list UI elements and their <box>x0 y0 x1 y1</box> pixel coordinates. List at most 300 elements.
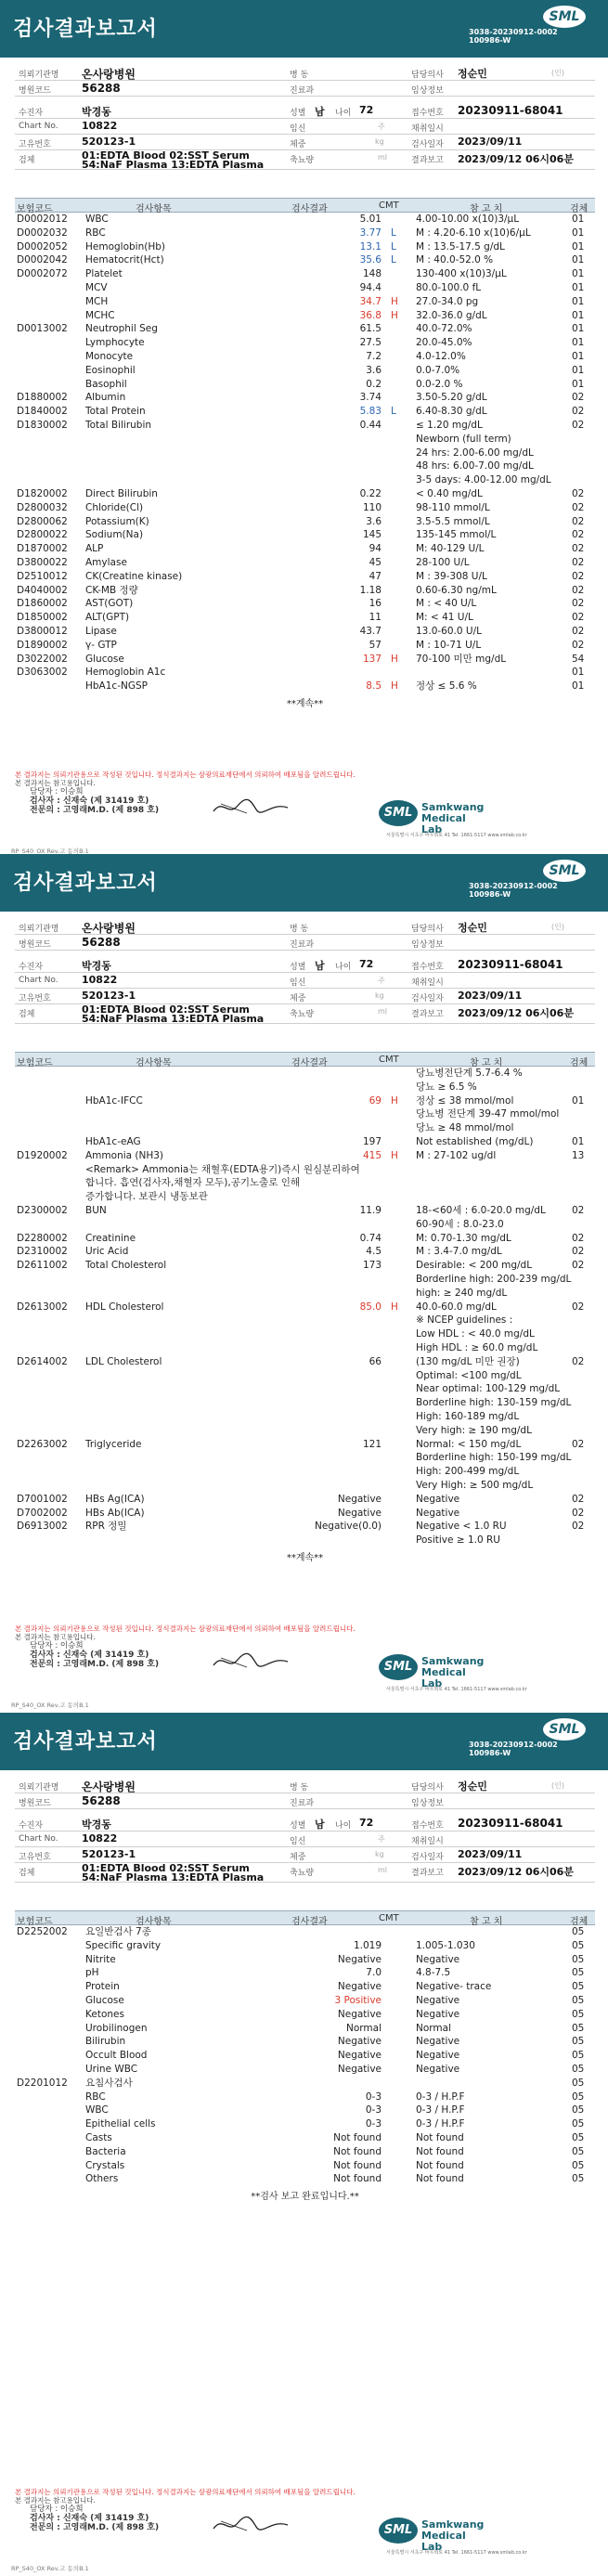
test-name: Neutrophil Seg <box>85 323 158 335</box>
specimen-code: 05 <box>572 2159 585 2171</box>
table-row <box>15 309 595 323</box>
table-row <box>15 1204 595 1218</box>
test-name: HbA1c-eAG <box>85 1135 141 1147</box>
specimen-code: 02 <box>572 501 585 513</box>
table-row <box>15 611 595 625</box>
test-result: Negative <box>337 2008 382 2020</box>
specimen-code: 05 <box>572 2063 585 2075</box>
test-code: D2611002 <box>17 1260 68 1272</box>
test-result: 36.8 <box>359 309 382 321</box>
reference-range: M : 40.0-52.0 % <box>416 254 494 266</box>
continued-marker: **계속** <box>286 698 324 709</box>
table-row <box>15 653 595 667</box>
reference-range: M : 39-308 U/L <box>416 570 487 582</box>
test-code: D1850002 <box>17 612 68 624</box>
specimen-code: 01 <box>572 1094 585 1107</box>
test-code: D1840002 <box>17 406 68 418</box>
reference-range: 정상 ≤ 5.6 % <box>416 680 477 693</box>
specimen-code: 05 <box>572 2118 585 2130</box>
specimen-code: 02 <box>572 406 585 418</box>
test-result: 34.7 <box>359 295 382 307</box>
sml-logo-icon: SML <box>379 800 418 826</box>
specimen-code: 01 <box>572 378 585 390</box>
test-name: γ- GTP <box>85 639 117 651</box>
test-result: Not found <box>333 2173 382 2185</box>
hospital-name: 온사랑병원 <box>82 68 136 81</box>
specimen-code: 02 <box>572 543 585 555</box>
test-result: 1.019 <box>353 1939 382 1951</box>
table-row <box>15 1341 595 1355</box>
reference-range: 24 hrs: 2.00-6.00 mg/dL <box>416 447 534 459</box>
specimen-code: 02 <box>572 1493 585 1505</box>
reference-range: Borderline high: 200-239 mg/dL <box>416 1273 572 1285</box>
test-name: HDL Cholesterol <box>85 1301 164 1313</box>
specimen-code: 05 <box>572 1994 585 2006</box>
specimen-code: 02 <box>572 556 585 568</box>
doc-code: 3038-20230912-0002 100986-W <box>469 1741 558 1757</box>
continued-marker: **계속** <box>286 1552 324 1563</box>
test-result: 110 <box>362 501 382 513</box>
table-row <box>15 1355 595 1369</box>
reference-range: high: ≥ 240 mg/dL <box>416 1287 508 1299</box>
specimen-code: 02 <box>572 1301 585 1313</box>
reference-range: Negative < 1.0 RU <box>416 1521 507 1533</box>
table-row <box>15 2172 595 2186</box>
reference-range: M : 13.5-17.5 g/dL <box>416 240 505 252</box>
reference-range: 32.0-36.0 g/dL <box>416 309 487 321</box>
reference-range: M : 10-71 U/L <box>416 639 482 651</box>
reference-range: ※ NCEP guidelines : <box>416 1314 513 1327</box>
result-flag: L <box>391 254 396 266</box>
test-result: 3.6 <box>366 364 382 376</box>
result-flag: L <box>391 406 396 418</box>
test-name: 요침사검사 <box>85 2077 133 2089</box>
reference-range: (130 mg/dL 미만 권장) <box>416 1355 520 1367</box>
test-code: D1860002 <box>17 598 68 610</box>
table-row <box>15 1953 595 1967</box>
test-code: D2800062 <box>17 515 68 527</box>
specimen-code: 02 <box>572 392 585 404</box>
table-row <box>15 1094 595 1108</box>
test-name: Urine WBC <box>85 2063 138 2075</box>
test-name: 합니다. 흡연(검사자,채혈자 모두),공기노출로 인해 <box>85 1177 301 1189</box>
specimen-code: 02 <box>572 1438 585 1450</box>
specimen-code: 02 <box>572 570 585 582</box>
patient-info: 의뢰기관명 온사랑병원 병 동 담당의사 정순민 (인) 병원코드 56288 진료과 임상정보 수진자 박경동 성별 남 나이 72 접수번호 20230911-68041 Chart No. 10822 임신 주 채취일시 고유번호 520123-1 체중 kg 검사일자 2023/09/11 검체 01:EDTA Blood 02:SST Serum 54:NaF Plasma 13:EDTA Plasma 축뇨량 ml 결과보고 2023/09/12 06시06분 <box>15 919 595 1024</box>
test-name: Total Bilirubin <box>85 419 152 431</box>
test-result: 121 <box>362 1438 382 1450</box>
table-row <box>15 1507 595 1521</box>
table-row <box>15 487 595 501</box>
table-row <box>15 2159 595 2173</box>
reference-range: 80.0-100.0 fL <box>416 281 482 293</box>
reference-range: Optimal: <100 mg/dL <box>416 1369 522 1381</box>
specimen-code: 02 <box>572 1232 585 1244</box>
test-result: 415 <box>362 1149 382 1161</box>
test-result: 5.01 <box>359 214 382 225</box>
test-result: Negative <box>337 1507 382 1519</box>
specimen-code: 05 <box>572 2091 585 2103</box>
specimen-code: 05 <box>572 1939 585 1951</box>
test-name: Creatinine <box>85 1232 136 1244</box>
test-result: 0.44 <box>359 419 382 431</box>
report-header <box>0 0 608 58</box>
test-name: Triglyceride <box>85 1438 142 1450</box>
table-row <box>15 350 595 364</box>
test-result: 3 Positive <box>334 1994 382 2006</box>
reference-range: Newborn (full term) <box>416 433 511 445</box>
specimen-code: 02 <box>572 584 585 596</box>
report-footer: 본 결과지는 의뢰기관용으로 작성된 것입니다. 정식결과지는 삼광의료재단에서 의뢰하여 배포됨을 알려드립니다. 본 결과지는 참고용입니다. 담당자 : 이승희 검사자 : 신재숙 (제 31419 호) 전문의 : 고영래M.D. (제 898 호) SML Samkwang Medical Lab 서울특별시 서초구 바우뫼로 41 Tel. 1661-5117 www.smlab.co.kr RP_S40_OX Rev.고 동의B.1 <box>11 770 527 854</box>
reference-range: 0.60-6.30 ng/mL <box>416 584 497 596</box>
test-result: 8.5 <box>366 680 382 693</box>
table-header: 보험코드 검사항목 검사결과 CMT 참 고 치 검체 <box>15 1910 595 1925</box>
table-row <box>15 419 595 433</box>
doctor-name: 정순민 <box>458 68 487 80</box>
test-result: 94 <box>369 543 382 555</box>
specimen-code: 05 <box>572 2077 585 2089</box>
table-row <box>15 2008 595 2022</box>
reference-range: Normal <box>416 2022 451 2034</box>
test-name: Total Cholesterol <box>85 1260 167 1272</box>
signatures: 담당자 : 이승희 검사자 : 신재숙 (제 31419 호) 전문의 : 고영래M.D. (제 898 호) <box>30 787 160 815</box>
specimen-code: 01 <box>572 254 585 266</box>
table-row <box>15 542 595 556</box>
reference-range: Not found <box>416 2131 464 2143</box>
table-row <box>15 1451 595 1465</box>
table-row <box>15 391 595 405</box>
reference-range: 1.005-1.030 <box>416 1939 475 1951</box>
test-name: RBC <box>85 227 106 239</box>
reference-range: 130-400 x(10)3/μL <box>416 268 507 280</box>
table-row <box>15 1232 595 1246</box>
specimen-code: 02 <box>572 1521 585 1533</box>
reference-range: M : 4.20-6.10 x(10)6/μL <box>416 227 531 239</box>
patient-name: 박경동 <box>82 106 111 118</box>
reference-range: 6.40-8.30 g/dL <box>416 406 487 418</box>
specimen-code: 05 <box>572 1926 585 1937</box>
reference-range: 13.0-60.0 U/L <box>416 625 482 637</box>
table-row <box>15 1424 595 1438</box>
specimen-code: 01 <box>572 240 585 252</box>
test-name: CK(Creatine kinase) <box>85 570 183 582</box>
reference-range: M: < 41 U/L <box>416 612 473 624</box>
reference-range: M: 0.70-1.30 mg/dL <box>416 1232 511 1244</box>
table-row <box>15 433 595 447</box>
reference-range: High HDL : ≥ 60.0 mg/dL <box>416 1341 538 1353</box>
reference-range: Borderline high: 150-199 mg/dL <box>416 1452 572 1464</box>
test-name: CK-MB 정량 <box>85 584 138 596</box>
hospital-code: 56288 <box>82 82 121 95</box>
patient-info: 의뢰기관명 온사랑병원 병 동 담당의사 정순민 (인) 병원코드 56288 진료과 임상정보 수진자 박경동 성별 남 나이 72 접수번호 20230911-68041 Chart No. 10822 임신 주 채취일시 고유번호 520123-1 체중 kg 검사일자 2023/09/11 검체 01:EDTA Blood 02:SST Serum 54:NaF Plasma 13:EDTA Plasma 축뇨량 ml 결과보고 2023/09/12 06시06분 <box>15 1778 595 1883</box>
specimen-code: 02 <box>572 1260 585 1272</box>
test-result: 45 <box>369 556 382 568</box>
test-result: 11.9 <box>359 1204 382 1216</box>
result-flag: H <box>391 295 398 307</box>
report-footer: 본 결과지는 의뢰기관용으로 작성된 것입니다. 정식결과지는 삼광의료재단에서 의뢰하여 배포됨을 알려드립니다. 본 결과지는 참고용입니다. 담당자 : 이승희 검사자 : 신재숙 (제 31419 호) 전문의 : 고영래M.D. (제 898 호) SML Samkwang Medical Lab 서울특별시 서초구 바우뫼로 41 Tel. 1661-5117 www.smlab.co.kr RP_S40_OX Rev.고 동의B.1 <box>11 1625 527 1709</box>
test-code: D6913002 <box>17 1521 68 1533</box>
samkwang-logo: SML Samkwang Medical Lab <box>379 1654 481 1682</box>
results-table <box>15 198 595 709</box>
reference-range: Negative <box>416 2063 460 2075</box>
test-code: D1890002 <box>17 639 68 651</box>
reference-range: Positive ≥ 1.0 RU <box>416 1534 500 1547</box>
test-name: Bacteria <box>85 2145 126 2157</box>
table-row <box>15 2145 595 2159</box>
patient-info: 의뢰기관명 온사랑병원 병 동 담당의사 정순민 (인) 병원코드 56288 진료과 임상정보 수진자 박경동 성별 남 나이 72 접수번호 20230911-68041 Chart No. 10822 임신 주 채취일시 고유번호 520123-1 체중 kg 검사일자 2023/09/11 검체 01:EDTA Blood 02:SST Serum 54:NaF Plasma 13:EDTA Plasma 축뇨량 ml 결과보고 2023/09/12 06시06분 <box>15 65 595 170</box>
specimen-code: 01 <box>572 1135 585 1147</box>
specimen-code: 01 <box>572 680 585 693</box>
doc-code: 3038-20230912-0002 100986-W <box>469 882 558 899</box>
test-name: Bilirubin <box>85 2036 126 2048</box>
report-header <box>0 854 608 912</box>
test-name: HbA1c-NGSP <box>85 680 148 693</box>
test-code: D2613002 <box>17 1301 68 1313</box>
table-row <box>15 240 595 254</box>
report-title: 검사결과보고서 <box>13 1730 158 1754</box>
reference-range: Negative <box>416 1493 460 1505</box>
reference-range: < 0.40 mg/dL <box>416 487 483 499</box>
test-name: Platelet <box>85 268 123 280</box>
test-result: 197 <box>362 1135 382 1147</box>
test-code: D2800022 <box>17 529 68 541</box>
table-row <box>15 2035 595 2049</box>
test-result: 173 <box>362 1260 382 1272</box>
reference-range: Normal: < 150 mg/dL <box>416 1438 522 1450</box>
reference-range: 0-3 / H.P.F <box>416 2091 465 2103</box>
result-flag: H <box>391 1301 398 1313</box>
specimen-code: 02 <box>572 1246 585 1258</box>
test-result: 47 <box>369 570 382 582</box>
report-page-2 <box>0 854 608 1713</box>
sml-logo-icon: SML <box>379 1654 418 1680</box>
reference-range: 3.5-5.5 mmol/L <box>416 515 490 527</box>
reference-range: 18-<60세 : 6.0-20.0 mg/dL <box>416 1204 546 1216</box>
test-result: Normal <box>346 2022 382 2034</box>
reference-range: Very high: ≥ 190 mg/dL <box>416 1424 532 1436</box>
test-code: D1880002 <box>17 392 68 404</box>
test-name: Ammonia (NH3) <box>85 1149 164 1161</box>
signatures: 담당자 : 이승희 검사자 : 신재숙 (제 31419 호) 전문의 : 고영래M.D. (제 898 호) <box>30 2505 160 2532</box>
test-code: D3022002 <box>17 653 68 665</box>
test-name: Sodium(Na) <box>85 529 144 541</box>
specimen-code: 05 <box>572 2050 585 2062</box>
specimen-info: 01:EDTA Blood 02:SST Serum 54:NaF Plasma 13:EDTA Plasma <box>82 149 265 171</box>
test-result: 5.83 <box>359 406 382 418</box>
table-row <box>15 1396 595 1410</box>
test-result: 0.22 <box>359 487 382 499</box>
specimen-code: 01 <box>572 667 585 679</box>
test-code: D3800012 <box>17 625 68 637</box>
test-result: 35.6 <box>359 254 382 266</box>
table-row <box>15 1287 595 1301</box>
test-result: 16 <box>369 598 382 610</box>
table-row <box>15 1369 595 1383</box>
table-row <box>15 1259 595 1273</box>
doc-code: 3038-20230912-0002 100986-W <box>469 28 558 45</box>
reference-range: Negative <box>416 1507 460 1519</box>
reference-range: Near optimal: 100-129 mg/dL <box>416 1383 561 1395</box>
specimen-code: 02 <box>572 529 585 541</box>
reference-range: 70-100 미만 mg/dL <box>416 653 507 665</box>
specimen-code: 05 <box>572 2104 585 2116</box>
test-name: Hemoglobin A1c <box>85 667 166 679</box>
sml-logo-icon: SML <box>543 860 586 882</box>
table-row <box>15 2131 595 2145</box>
table-row <box>15 1301 595 1314</box>
test-result: 3.77 <box>359 227 382 239</box>
table-row <box>15 253 595 267</box>
table-row <box>15 1163 595 1177</box>
specimen-code: 01 <box>572 268 585 280</box>
test-name: ALP <box>85 543 104 555</box>
reference-range: Negative <box>416 2036 460 2048</box>
test-code: D2800032 <box>17 501 68 513</box>
table-row <box>15 267 595 281</box>
test-result: 137 <box>362 653 382 665</box>
table-row <box>15 295 595 309</box>
results-table <box>15 1910 595 2202</box>
table-header: 보험코드 검사항목 검사결과 CMT 참 고 치 검체 <box>15 1052 595 1067</box>
table-row <box>15 570 595 584</box>
test-name: HBs Ag(ICA) <box>85 1493 145 1505</box>
test-name: RBC <box>85 2091 106 2103</box>
result-flag: L <box>391 227 396 239</box>
test-name: Glucose <box>85 653 124 665</box>
reference-range: Negative <box>416 1953 460 1965</box>
test-name: Amylase <box>85 556 127 568</box>
test-result: 7.0 <box>366 1967 382 1979</box>
table-row <box>15 1479 595 1493</box>
test-code: D0013002 <box>17 323 68 335</box>
test-name: Eosinophil <box>85 364 136 376</box>
test-name: Nitrite <box>85 1953 116 1965</box>
test-code: D0002072 <box>17 268 68 280</box>
table-row <box>15 680 595 693</box>
table-row <box>15 528 595 542</box>
test-name: Chloride(Cl) <box>85 501 144 513</box>
sml-logo-icon: SML <box>379 2518 418 2544</box>
specimen-code: 01 <box>572 281 585 293</box>
test-result: 69 <box>369 1094 382 1107</box>
test-code: D0002032 <box>17 227 68 239</box>
test-name: Epithelial cells <box>85 2118 156 2130</box>
result-flag: H <box>391 1094 398 1107</box>
test-code: D1870002 <box>17 543 68 555</box>
specimen-code: 02 <box>572 598 585 610</box>
specimen-code: 01 <box>572 214 585 225</box>
table-row <box>15 322 595 336</box>
table-row <box>15 1493 595 1507</box>
result-flag: H <box>391 680 398 693</box>
specimen-code: 13 <box>572 1149 585 1161</box>
specimen-code: 01 <box>572 323 585 335</box>
table-row <box>15 1534 595 1547</box>
table-header: 보험코드 검사항목 검사결과 CMT 참 고 치 검체 <box>15 198 595 213</box>
table-row <box>15 625 595 639</box>
test-result: 3.6 <box>366 515 382 527</box>
test-name: Uric Acid <box>85 1246 129 1258</box>
table-row <box>15 1067 595 1081</box>
test-name: Glucose <box>85 1994 124 2006</box>
test-code: D2252002 <box>17 1926 68 1937</box>
table-row <box>15 1107 595 1121</box>
reference-range: Negative <box>416 2050 460 2062</box>
specimen-code: 05 <box>572 2173 585 2185</box>
table-row <box>15 213 595 227</box>
test-result: Negative <box>337 2050 382 2062</box>
specimen-code: 05 <box>572 2036 585 2048</box>
test-name: Casts <box>85 2131 112 2143</box>
test-result: 0.2 <box>366 378 382 390</box>
specimen-code: 01 <box>572 295 585 307</box>
test-name: RPR 정밀 <box>85 1521 127 1533</box>
test-result: 0.74 <box>359 1232 382 1244</box>
table-row <box>15 2117 595 2131</box>
reference-range: 0.0-7.0% <box>416 364 460 376</box>
test-name: Lipase <box>85 625 117 637</box>
test-code: D4040002 <box>17 584 68 596</box>
table-row <box>15 460 595 473</box>
signature-icon <box>210 1650 293 1671</box>
reference-range: 4.0-12.0% <box>416 350 466 362</box>
reference-range: Negative- trace <box>416 1981 492 1993</box>
table-row <box>15 378 595 392</box>
test-code: D2310002 <box>17 1246 68 1258</box>
table-row <box>15 473 595 487</box>
signature-icon <box>210 796 293 817</box>
reference-range: Negative <box>416 2008 460 2020</box>
sml-logo-icon: SML <box>543 6 586 28</box>
specimen-code: 01 <box>572 364 585 376</box>
test-result: 145 <box>362 529 382 541</box>
test-name: LDL Cholesterol <box>85 1355 162 1367</box>
reference-range: 0-3 / H.P.F <box>416 2104 465 2116</box>
result-flag: L <box>391 240 396 252</box>
table-row <box>15 281 595 295</box>
reference-range: 당뇨병전단계 5.7-6.4 % <box>416 1068 523 1079</box>
table-row <box>15 1245 595 1259</box>
test-result: Not found <box>333 2159 382 2171</box>
reference-range: Not established (mg/dL) <box>416 1135 534 1147</box>
specimen-code: 05 <box>572 2008 585 2020</box>
report-page-1 <box>0 0 608 854</box>
reference-range: 40.0-72.0% <box>416 323 472 335</box>
table-row <box>15 1314 595 1327</box>
reference-range: Very High: ≥ 500 mg/dL <box>416 1479 534 1491</box>
table-row <box>15 336 595 350</box>
test-result: 0-3 <box>365 2104 382 2116</box>
test-code: D2510012 <box>17 570 68 582</box>
table-row <box>15 1327 595 1341</box>
test-code: D1830002 <box>17 419 68 431</box>
samkwang-logo: SML Samkwang Medical Lab <box>379 800 481 828</box>
specimen-code: 01 <box>572 350 585 362</box>
specimen-code: 01 <box>572 309 585 321</box>
reference-range: M : 3.4-7.0 mg/dL <box>416 1246 502 1258</box>
report-complete-marker: **검사 보고 완료입니다.** <box>251 2192 359 2203</box>
test-result: 0-3 <box>365 2091 382 2103</box>
test-code: D1920002 <box>17 1149 68 1161</box>
report-title: 검사결과보고서 <box>13 18 158 41</box>
test-name: MCH <box>85 295 109 307</box>
specimen-code: 54 <box>572 653 585 665</box>
receipt-number: 20230911-68041 <box>458 104 563 117</box>
test-code: D3063002 <box>17 667 68 679</box>
table-row <box>15 1081 595 1094</box>
reference-range: Low HDL : < 40.0 mg/dL <box>416 1328 535 1340</box>
reference-range: 28-100 U/L <box>416 556 470 568</box>
